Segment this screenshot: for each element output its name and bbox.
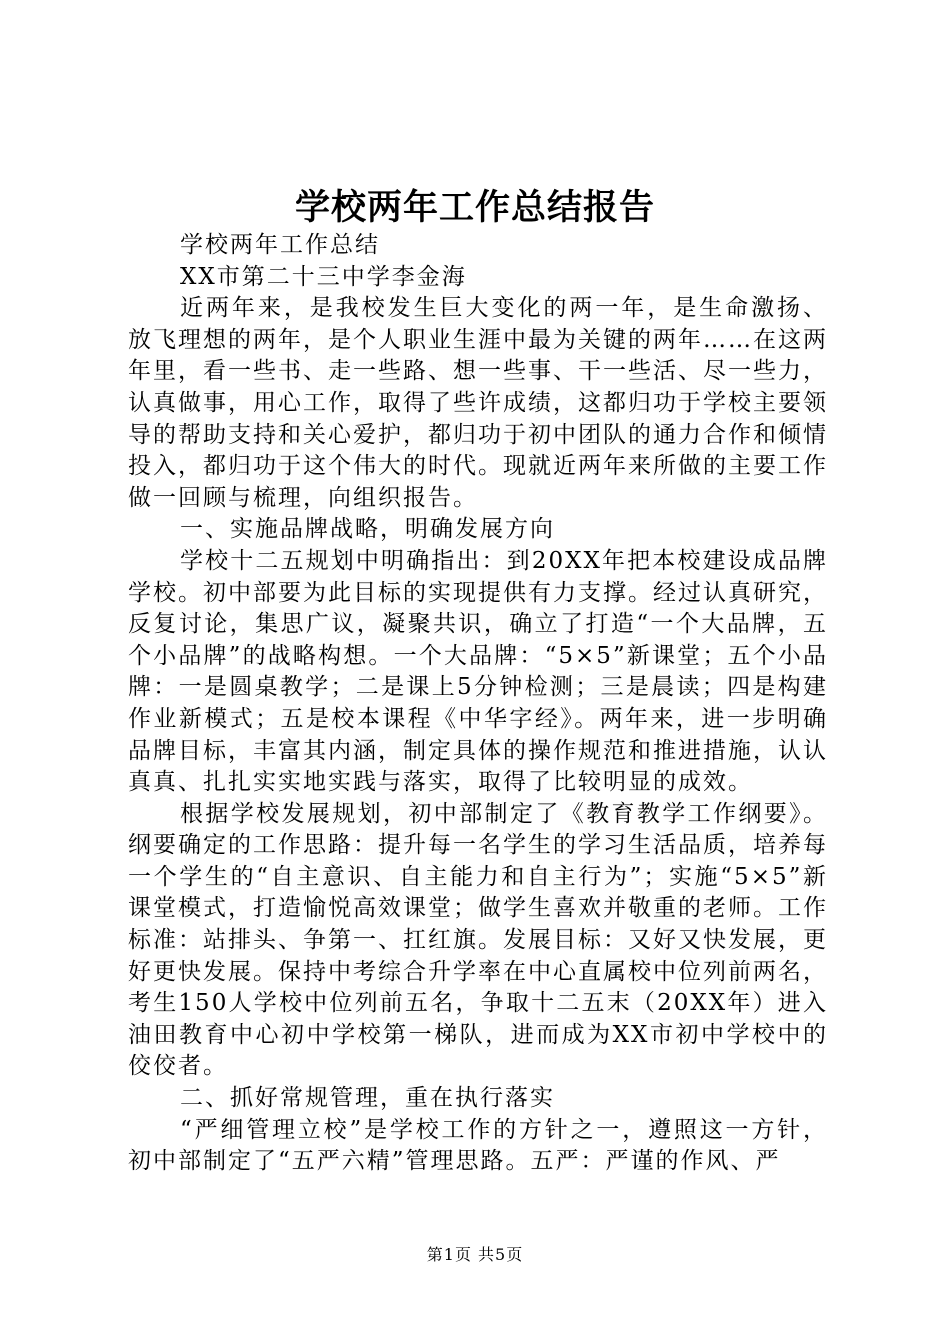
page-footer: 第1页 共5页 bbox=[426, 1245, 524, 1264]
section-heading-1: 一、实施品牌战略，明确发展方向 bbox=[180, 516, 555, 543]
paragraph-work-outline: 根据学校发展规划，初中部制定了《教育教学工作纲要》。纲要确定的工作思路：提升每一名学生的学习生活品质，培养每一个学生的“自主意识、自主能力和自主行为”；实施“5×5”新课堂模式，打造愉悦高效课堂；做学生喜欢并敬重的老师。工作标准：站排头、争第一、扛红旗。发展目标：又好又快发展，更好更快发展。保持中考综合升学率在中心直属校中位列前两名，考生150人学校中位列前五名，争取十二五末（20XX年）进入油田教育中心初中学校第一梯队，进而成为XX市初中学校中的佼佼者。 bbox=[128, 800, 828, 1080]
document-body bbox=[128, 230, 828, 1178]
paragraph-subtitle: 学校两年工作总结 bbox=[180, 232, 380, 258]
paragraph-intro: 近两年来，是我校发生巨大变化的两一年，是生命激扬、放飞理想的两年，是个人职业生涯中最为关键的两年……在这两年里，看一些书、走一些路、想一些事、干一些活、尽一些力，认真做事，用心工作，取得了些许成绩，这都归功于学校主要领导的帮助支持和关心爱护，都归功于初中团队的通力合作和倾情投入，都归功于这个伟大的时代。现就近两年来所做的主要工作做一回顾与梳理，向组织报告。 bbox=[128, 295, 828, 511]
section-heading-2: 二、抓好常规管理，重在执行落实 bbox=[180, 1085, 555, 1112]
paragraph-management: “严细管理立校”是学校工作的方针之一，遵照这一方针，初中部制定了“五严六精”管理思路。五严：严谨的作风、严 bbox=[128, 1116, 828, 1175]
paragraph-author: XX市第二十三中学李金海 bbox=[180, 263, 467, 290]
paragraph-brand-strategy: 学校十二五规划中明确指出：到20XX年把本校建设成品牌学校。初中部要为此目标的实现提供有力支撑。经过认真研究，反复讨论，集思广议，凝聚共识，确立了打造“一个大品牌，五个小品牌”的战略构想。一个大品牌：“5×5”新课堂；五个小品牌：一是圆桌教学；二是课上5分钟检测；三是晨读；四是构建作业新模式；五是校本课程《中华字经》。两年来，进一步明确品牌目标，丰富其内涵，制定具体的操作规范和推进措施，认认真真、扎扎实实地实践与落实，取得了比较明显的成效。 bbox=[128, 547, 828, 796]
document-title: 学校两年工作总结报告 bbox=[294, 188, 655, 228]
